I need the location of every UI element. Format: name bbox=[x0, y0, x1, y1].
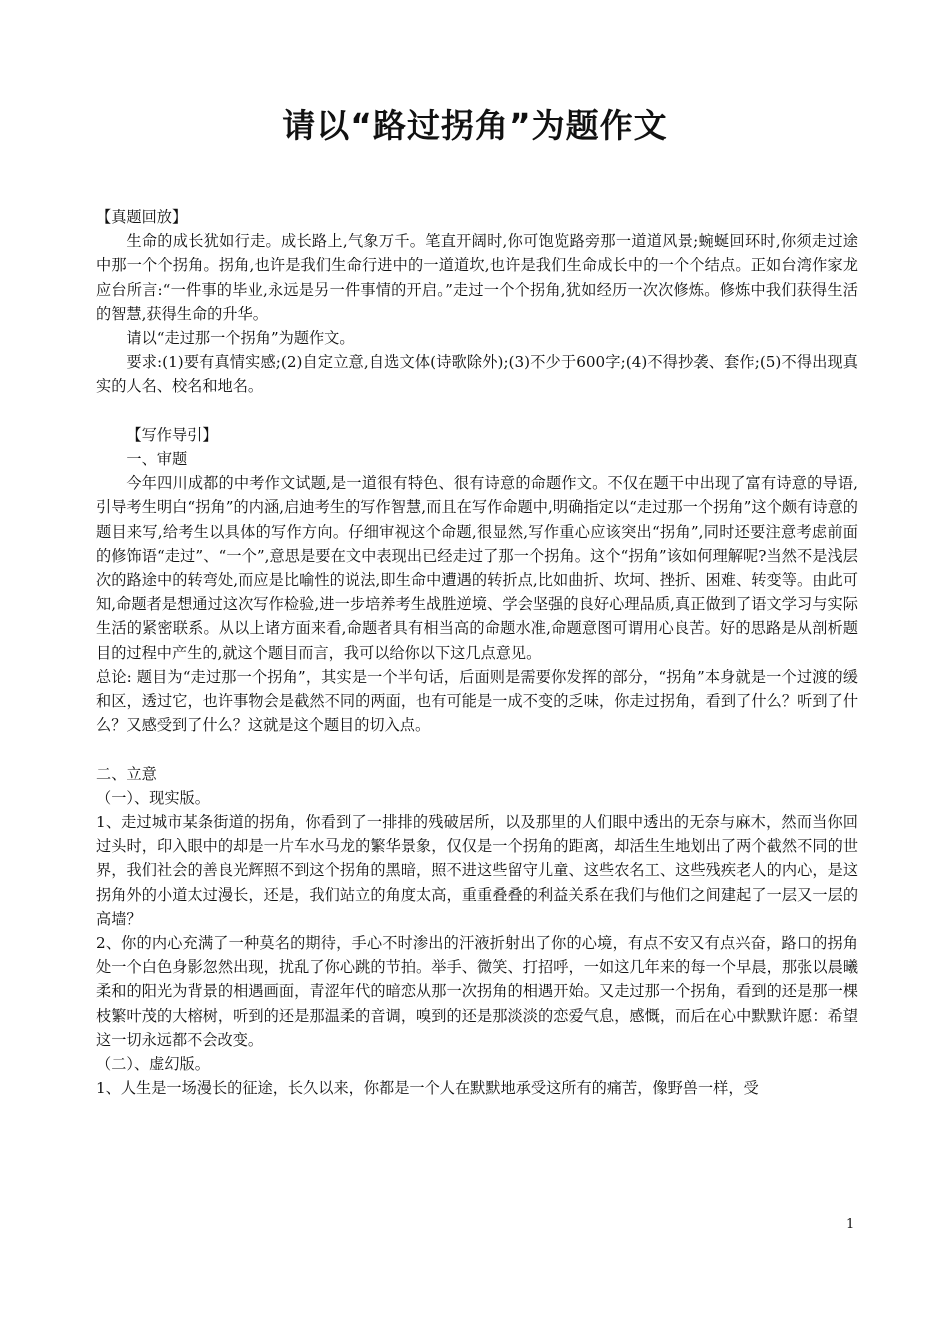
page-number: 1 bbox=[846, 1217, 855, 1232]
subheading-liyi: 二、立意 bbox=[96, 764, 157, 783]
paragraph-requirements: 要求:(1)要有真情实感;(2)自定立意,自选文体(诗歌除外);(3)不少于600字;(4)不得抄袭、套作;(5)不得出现真实的人名、校名和地名。 bbox=[96, 353, 858, 396]
paragraph-analysis: 今年四川成都的中考作文试题,是一道很有特色、很有诗意的命题作文。不仅在题干中出现了富有诗意的导语,引导考生明白“拐角”的内涵,启迪考生的写作智慧,而且在写作命题中,明确指定以“走过那一个拐角”这个颇有诗意的题目来写,给考生以具体的写作方向。仔细审视这个命题,很显然,写作重心应该突出“拐角”,同时还要注意考虑前面的修饰语“走过”、“一个”,意思是要在文中表现出已经走过了那一个拐角。这个“拐角”该如何理解呢?当然不是浅层次的路途中的转弯处,而应是比喻性的说法,即生命中遭遇的转折点,比如曲折、坎坷、挫折、困难、转变等。由此可知,命题者是想通过这次写作检验,进一步培养考生战胜逆境、学会坚强的良好心理品质,真正做到了语文学习与实际生活的紧密联系。从以上诸方面来看,命题者具有相当高的命题水准,命题意图可谓用心良苦。好的思路是从剖析题目的过程中产生的,就这个题目而言，我可以给你以下这几点意见。 bbox=[96, 474, 858, 662]
spacer bbox=[96, 399, 858, 423]
document-title: 请以“路过拐角”为题作文 bbox=[282, 106, 668, 145]
paragraph-fantasy-1: 1、人生是一场漫长的征途，长久以来，你都是一个人在默默地承受这所有的痛苦，像野兽一样，受 bbox=[96, 1079, 759, 1098]
subheading-fantasy: （二）、虚幻版。 bbox=[96, 1055, 210, 1074]
section-heading-guide: 【写作导引】 bbox=[126, 425, 218, 444]
paragraph-reality-2: 2、你的内心充满了一种莫名的期待，手心不时渗出的汗液折射出了你的心境，有点不安又有点兴奋，路口的拐角处一个白色身影忽然出现，扰乱了你心跳的节拍。举手、微笑、打招呼，一如这几年来的每一个早晨，那张以晨曦柔和的阳光为背景的相遇画面，青涩年代的暗恋从那一次拐角的相遇开始。又走过那一个拐角，看到的还是那一棵枝繁叶茂的大榕树，听到的还是那温柔的音调，嗅到的还是那淡淡的恋爱气息，感慨，而后在心中默默许愿：希望这一切永远都不会改变。 bbox=[96, 934, 858, 1049]
spacer bbox=[96, 737, 858, 761]
document-body bbox=[96, 205, 858, 1100]
subheading-shenti: 一、审题 bbox=[126, 450, 188, 469]
subheading-reality: （一）、现实版。 bbox=[96, 788, 210, 807]
section-heading-zhenti: 【真题回放】 bbox=[96, 208, 188, 226]
paragraph-summary: 总论: 题目为“走过那一个拐角”，其实是一个半句话，后面则是需要你发挥的部分，“拐角”本身就是一个过渡的缓和区，透过它，也许事物会是截然不同的两面，也有可能是一成不变的乏味，你走过拐角，看到了什么？听到了什么？又感受到了什么？这就是这个题目的切入点。 bbox=[96, 667, 858, 735]
paragraph-reality-1: 1、走过城市某条街道的拐角，你看到了一排排的残破居所，以及那里的人们眼中透出的无奈与麻木，然而当你回过头时，印入眼中的却是一片车水马龙的繁华景象，仅仅是一个拐角的距离，却活生生地划出了两个截然不同的世界，我们社会的善良光辉照不到这个拐角的黑暗，照不进这些留守儿童、这些农名工、这些残疾老人的内心，是这拐角外的小道太过漫长，还是，我们站立的角度太高，重重叠叠的利益关系在我们与他们之间建起了一层又一层的高墙？ bbox=[96, 813, 858, 928]
paragraph-prompt-task: 请以“走过那一个拐角”为题作文。 bbox=[126, 329, 355, 348]
paragraph-prompt-intro: 生命的成长犹如行走。成长路上,气象万千。笔直开阔时,你可饱览路旁那一道道风景;蜿蜒回环时,你须走过途中那一个个拐角。拐角,也许是我们生命行进中的一道道坎,也许是我们生命成长中的一个个结点。正如台湾作家龙应台所言:“一件事的毕业,永远是另一件事情的开启。”走过一个个拐角,犹如经历一次次修炼。修炼中我们获得生活的智慧,获得生命的升华。 bbox=[96, 232, 858, 323]
